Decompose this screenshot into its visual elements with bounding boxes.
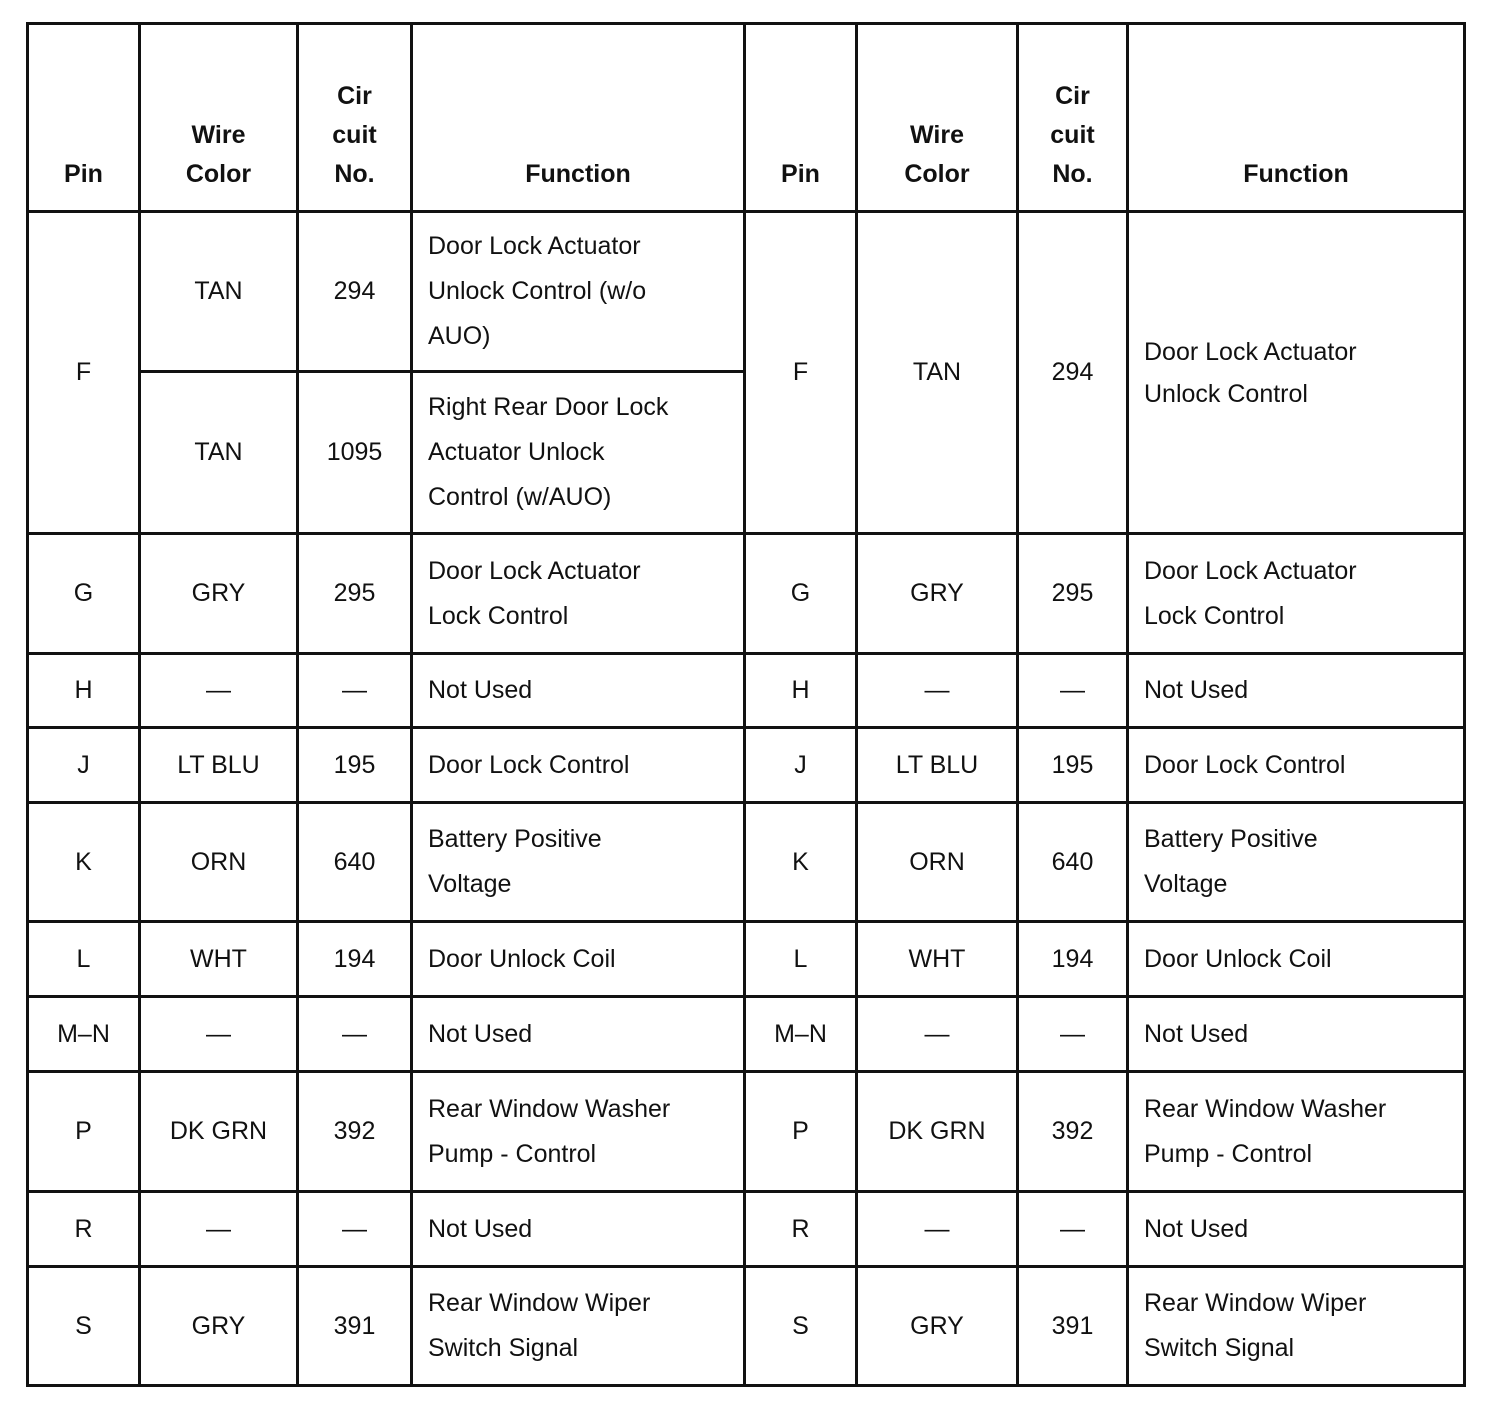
wire-color-cell: DK GRN xyxy=(140,1072,298,1192)
wire-color-cell: ORN xyxy=(140,803,298,922)
wire-color-cell: TAN xyxy=(140,372,298,534)
pin-cell: J xyxy=(28,728,140,803)
table-row xyxy=(28,922,1465,997)
circuit-cell: 294 xyxy=(1018,212,1128,534)
wire-color-cell: GRY xyxy=(857,1267,1018,1386)
header-wire-color: Wire Color xyxy=(140,24,298,212)
circuit-cell: — xyxy=(298,1192,412,1267)
pin-cell: K xyxy=(745,803,857,922)
header-pin: Pin xyxy=(28,24,140,212)
wire-color-cell: TAN xyxy=(140,212,298,372)
header-row xyxy=(28,24,1465,212)
header-function: Function xyxy=(1128,24,1465,212)
function-cell: Door Lock Control xyxy=(412,728,745,803)
circuit-cell: 391 xyxy=(1018,1267,1128,1386)
pin-cell: S xyxy=(28,1267,140,1386)
wire-color-cell: GRY xyxy=(140,534,298,654)
function-cell: Not Used xyxy=(1128,997,1465,1072)
pin-cell: J xyxy=(745,728,857,803)
function-cell: Door Lock Actuator Lock Control xyxy=(412,534,745,654)
pin-cell: F xyxy=(28,212,140,534)
function-cell: Not Used xyxy=(1128,654,1465,728)
wire-color-cell: — xyxy=(140,997,298,1072)
wire-color-cell: ORN xyxy=(857,803,1018,922)
circuit-cell: — xyxy=(298,654,412,728)
table-row xyxy=(28,997,1465,1072)
circuit-cell: 294 xyxy=(298,212,412,372)
function-cell: Not Used xyxy=(412,997,745,1072)
circuit-cell: 640 xyxy=(1018,803,1128,922)
function-cell: Door Lock Control xyxy=(1128,728,1465,803)
circuit-cell: 392 xyxy=(1018,1072,1128,1192)
pin-cell: S xyxy=(745,1267,857,1386)
pin-cell: F xyxy=(745,212,857,534)
wire-color-cell: — xyxy=(140,1192,298,1267)
wire-color-cell: GRY xyxy=(857,534,1018,654)
pin-cell: L xyxy=(745,922,857,997)
circuit-cell: 195 xyxy=(298,728,412,803)
function-cell: Door Unlock Coil xyxy=(1128,922,1465,997)
circuit-cell: 195 xyxy=(1018,728,1128,803)
circuit-cell: — xyxy=(298,997,412,1072)
wire-color-cell: TAN xyxy=(857,212,1018,534)
table-row xyxy=(28,654,1465,728)
circuit-cell: — xyxy=(1018,654,1128,728)
pin-cell: R xyxy=(745,1192,857,1267)
function-cell: Not Used xyxy=(412,654,745,728)
header-circuit-no: Cir cuit No. xyxy=(1018,24,1128,212)
circuit-cell: 1095 xyxy=(298,372,412,534)
pin-cell: H xyxy=(28,654,140,728)
function-cell: Rear Window Wiper Switch Signal xyxy=(412,1267,745,1386)
function-cell: Battery Positive Voltage xyxy=(1128,803,1465,922)
table-row xyxy=(28,803,1465,922)
function-cell: Not Used xyxy=(412,1192,745,1267)
wire-color-cell: — xyxy=(857,997,1018,1072)
wire-color-cell: — xyxy=(857,1192,1018,1267)
pin-cell: R xyxy=(28,1192,140,1267)
table-row xyxy=(28,1267,1465,1386)
pin-cell: H xyxy=(745,654,857,728)
function-cell: Door Lock Actuator Lock Control xyxy=(1128,534,1465,654)
circuit-cell: 194 xyxy=(298,922,412,997)
wire-color-cell: LT BLU xyxy=(857,728,1018,803)
pin-cell: L xyxy=(28,922,140,997)
pin-cell: K xyxy=(28,803,140,922)
pin-cell: G xyxy=(28,534,140,654)
table-row xyxy=(28,212,1465,372)
circuit-cell: — xyxy=(1018,997,1128,1072)
table-row xyxy=(28,728,1465,803)
header-wire-color: Wire Color xyxy=(857,24,1018,212)
wire-color-cell: LT BLU xyxy=(140,728,298,803)
wire-color-cell: DK GRN xyxy=(857,1072,1018,1192)
wire-color-cell: — xyxy=(140,654,298,728)
wire-color-cell: — xyxy=(857,654,1018,728)
header-function: Function xyxy=(412,24,745,212)
function-cell: Rear Window Wiper Switch Signal xyxy=(1128,1267,1465,1386)
circuit-cell: 392 xyxy=(298,1072,412,1192)
pin-cell: P xyxy=(745,1072,857,1192)
function-cell: Battery Positive Voltage xyxy=(412,803,745,922)
pin-cell: M–N xyxy=(745,997,857,1072)
header-circuit-no: Cir cuit No. xyxy=(298,24,412,212)
circuit-cell: 391 xyxy=(298,1267,412,1386)
circuit-cell: 295 xyxy=(298,534,412,654)
function-cell: Rear Window Washer Pump - Control xyxy=(412,1072,745,1192)
wire-color-cell: WHT xyxy=(140,922,298,997)
table-row xyxy=(28,1192,1465,1267)
pin-cell: G xyxy=(745,534,857,654)
circuit-cell: 295 xyxy=(1018,534,1128,654)
pin-cell: M–N xyxy=(28,997,140,1072)
function-cell: Right Rear Door Lock Actuator Unlock Control (w/AUO) xyxy=(412,372,745,534)
function-cell: Door Unlock Coil xyxy=(412,922,745,997)
table-row xyxy=(28,534,1465,654)
function-cell: Door Lock Actuator Unlock Control xyxy=(1128,212,1465,534)
table-row xyxy=(28,1072,1465,1192)
header-pin: Pin xyxy=(745,24,857,212)
circuit-cell: 640 xyxy=(298,803,412,922)
function-cell: Not Used xyxy=(1128,1192,1465,1267)
circuit-cell: — xyxy=(1018,1192,1128,1267)
circuit-cell: 194 xyxy=(1018,922,1128,997)
wire-color-cell: GRY xyxy=(140,1267,298,1386)
connector-pinout-table xyxy=(26,22,1466,1387)
function-cell: Door Lock Actuator Unlock Control (w/o AUO) xyxy=(412,212,745,372)
function-cell: Rear Window Washer Pump - Control xyxy=(1128,1072,1465,1192)
pin-cell: P xyxy=(28,1072,140,1192)
wire-color-cell: WHT xyxy=(857,922,1018,997)
